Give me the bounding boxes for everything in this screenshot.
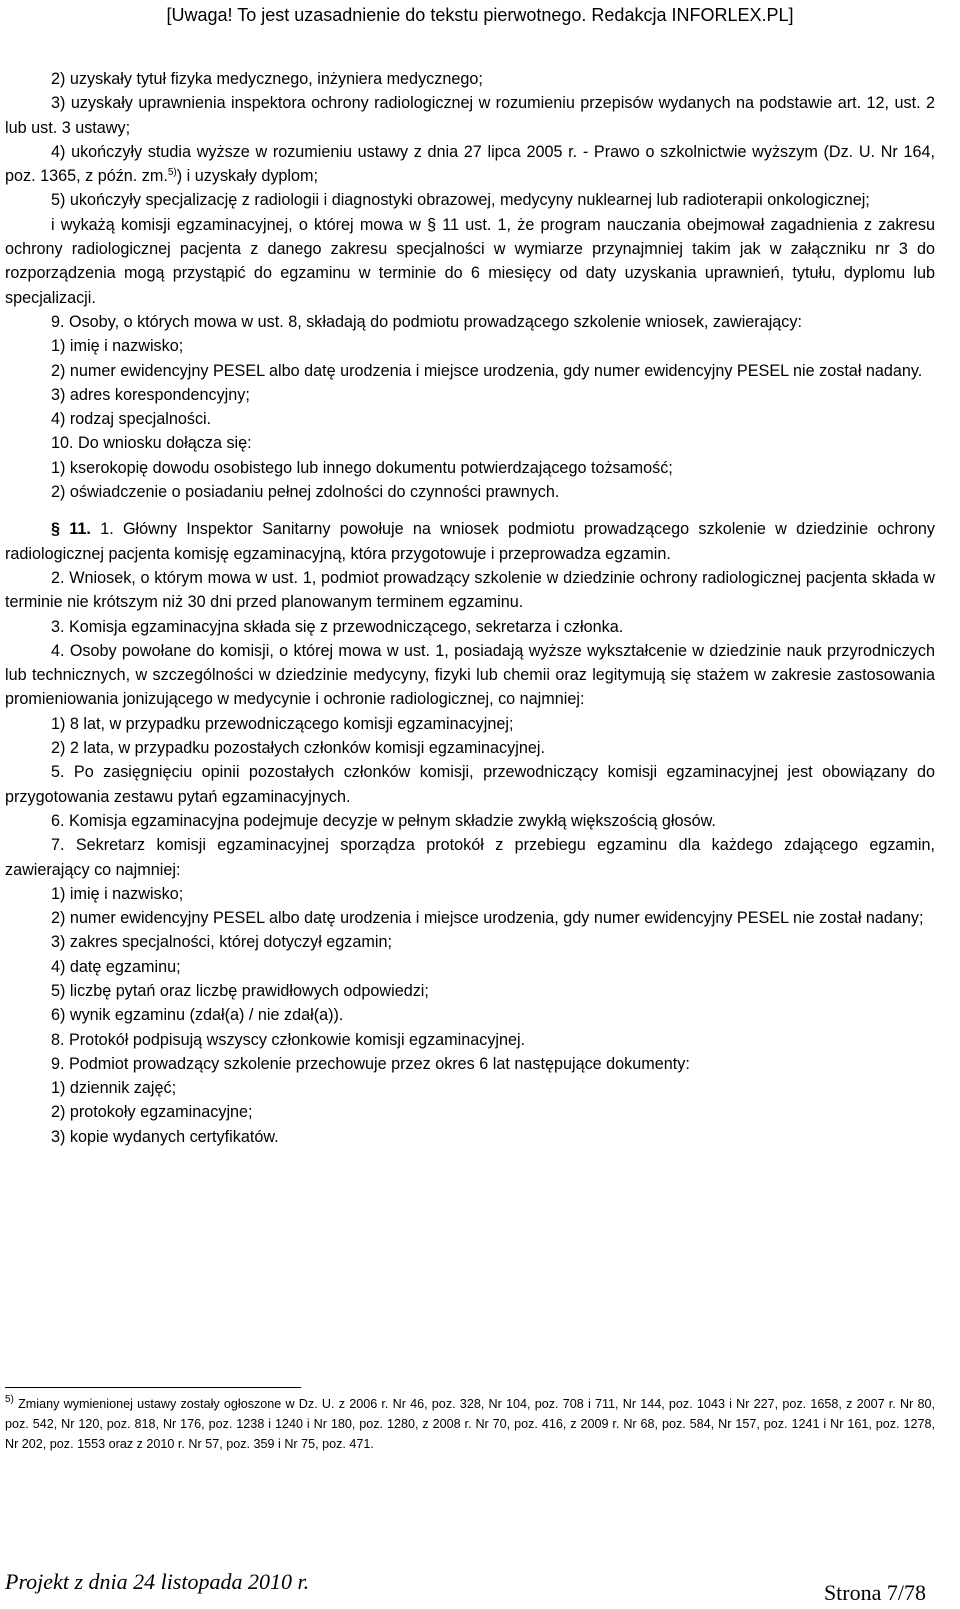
page-number: Strona 7/78 <box>823 1580 926 1605</box>
paragraph: 2. Wniosek, o którym mowa w ust. 1, podmiot prowadzący szkolenie w dziedzinie ochrony radiologicznej pacjenta składa w terminie nie krótszym niż 30 dni przed planowanym terminem egzaminu. <box>5 568 935 612</box>
section-paragraph <box>5 517 935 566</box>
paragraph: 10. Do wniosku dołącza się: <box>51 434 252 453</box>
paragraph: 1) dziennik zajęć; <box>51 1079 177 1098</box>
footnote-divider <box>5 1387 301 1388</box>
paragraph: 2) protokoły egzaminacyjne; <box>51 1103 253 1122</box>
paragraph: 9. Podmiot prowadzący szkolenie przechowuje przez okres 6 lat następujące dokumenty: <box>51 1054 690 1073</box>
paragraph: 1) 8 lat, w przypadku przewodniczącego komisji egzaminacyjnej; <box>51 714 514 733</box>
footnote <box>5 1394 935 1454</box>
paragraph: 4. Osoby powołane do komisji, o której mowa w ust. 1, posiadają wyższe wykształcenie w dziedzinie nauk przyrodniczych lub technicznych, w szczególności w dziedzinie medycyny, fizyki lub chemii oraz legitymują się stażem w zakresie zastosowania promieniowania jonizującego w medycynie i ochronie radiologicznej, co najmniej: <box>5 641 935 709</box>
paragraph-text: 1. Główny Inspektor Sanitarny powołuje na wniosek podmiotu prowadzącego szkolenie w dziedzinie ochrony radiologicznej pacjenta komisję egzaminacyjną, która przygotowuje i przeprowadza egzamin. <box>5 520 936 563</box>
paragraph: i wykażą komisji egzaminacyjnej, o której mowa w § 11 ust. 1, że program nauczania obejmował zagadnienia z zakresu ochrony radiologicznej pacjenta z danego zakresu specjalności w wymiarze przynajmniej takim jak w załączniku nr 3 do rozporządzenia mogą przystąpić do egzaminu w terminie do 6 miesięcy od daty uzyskania uprawnień, tytułu, dyplomu lub specjalizacji. <box>5 215 935 307</box>
footnote-reference: 5) <box>167 167 177 179</box>
page-header-notice: [Uwaga! To jest uzasadnienie do tekstu pierwotnego. Redakcja INFORLEX.PL] <box>166 5 794 25</box>
paragraph: 5. Po zasięgnięciu opinii pozostałych członków komisji, przewodniczący komisji egzaminacyjnej jest obowiązany do przygotowania zestawu pytań egzaminacyjnych. <box>5 763 935 806</box>
paragraph: 1) imię i nazwisko; <box>51 884 184 903</box>
paragraph: 2) oświadczenie o posiadaniu pełnej zdolności do czynności prawnych. <box>51 483 560 502</box>
paragraph: 6) wynik egzaminu (zdał(a) / nie zdał(a)). <box>51 1006 344 1025</box>
paragraph: 2) uzyskały tytuł fizyka medycznego, inżyniera medycznego; <box>51 70 483 88</box>
paragraph: 1) kserokopię dowodu osobistego lub innego dokumentu potwierdzającego tożsamość; <box>51 458 673 477</box>
draft-date-footer: Projekt z dnia 24 listopada 2010 r. <box>5 1569 310 1594</box>
paragraph: 8. Protokół podpisują wszyscy członkowie komisji egzaminacyjnej. <box>51 1030 526 1049</box>
paragraph: 4) rodzaj specjalności. <box>51 410 212 429</box>
paragraph: 2) numer ewidencyjny PESEL albo datę urodzenia i miejsce urodzenia, gdy numer ewidencyjny PESEL nie został nadany. <box>51 361 923 380</box>
paragraph: 7. Sekretarz komisji egzaminacyjnej sporządza protokół z przebiegu egzaminu dla każdego zdającego egzamin, zawierający co najmniej: <box>5 836 935 879</box>
paragraph: 2) numer ewidencyjny PESEL albo datę urodzenia i miejsce urodzenia, gdy numer ewidencyjny PESEL nie został nadany; <box>51 909 924 928</box>
paragraph <box>5 140 935 189</box>
footnote-text: Zmiany wymienionej ustawy zostały ogłoszone w Dz. U. z 2006 r. Nr 46, poz. 328, Nr 104, poz. 708 i 711, Nr 144, poz. 1043 i Nr 227, poz. 1658, z 2007 r. Nr 80, poz. 542, Nr 120, poz. 818, Nr 176, poz. 1238 i 1240 i Nr 180, poz. 1280, z 2008 r. Nr 70, poz. 416, z 2009 r. Nr 68, poz. 584, Nr 157, poz. 1241 i Nr 161, poz. 1278, Nr 202, poz. 1553 oraz z 2010 r. Nr 57, poz. 359 i Nr 75, poz. 471. <box>5 1397 935 1451</box>
paragraph: 6. Komisja egzaminacyjna podejmuje decyzje w pełnym składzie zwykłą większością głosów. <box>51 811 716 830</box>
paragraph: 5) liczbę pytań oraz liczbę prawidłowych odpowiedzi; <box>51 981 429 1000</box>
paragraph: 2) 2 lata, w przypadku pozostałych członków komisji egzaminacyjnej. <box>51 739 545 758</box>
paragraph-text: ) i uzyskały dyplom; <box>176 167 319 186</box>
paragraph: 3) uzyskały uprawnienia inspektora ochrony radiologicznej w rozumieniu przepisów wydanych na podstawie art. 12, ust. 2 lub ust. 3 ustawy; <box>5 94 935 137</box>
paragraph: 5) ukończyły specjalizację z radiologii i diagnostyki obrazowej, medycyny nuklearnej lub radioterapii onkologicznej; <box>51 191 870 210</box>
paragraph: 3. Komisja egzaminacyjna składa się z przewodniczącego, sekretarza i członka. <box>51 617 624 636</box>
document-body <box>5 67 935 1149</box>
paragraph: 9. Osoby, o których mowa w ust. 8, składają do podmiotu prowadzącego szkolenie wniosek, zawierający: <box>51 312 802 331</box>
paragraph: 3) adres korespondencyjny; <box>51 385 250 404</box>
footnote-marker: 5) <box>5 1394 14 1405</box>
paragraph: 3) kopie wydanych certyfikatów. <box>51 1127 279 1146</box>
paragraph-text: 4) ukończyły studia wyższe w rozumieniu ustawy z dnia 27 lipca 2005 r. - Prawo o szkolnictwie wyższym (Dz. U. Nr 164, poz. 1365, z późn. zm. <box>5 142 935 186</box>
paragraph: 3) zakres specjalności, której dotyczył egzamin; <box>51 933 392 952</box>
paragraph: 1) imię i nazwisko; <box>51 337 184 356</box>
section-number: § 11. <box>51 520 91 539</box>
paragraph: 4) datę egzaminu; <box>51 957 181 976</box>
